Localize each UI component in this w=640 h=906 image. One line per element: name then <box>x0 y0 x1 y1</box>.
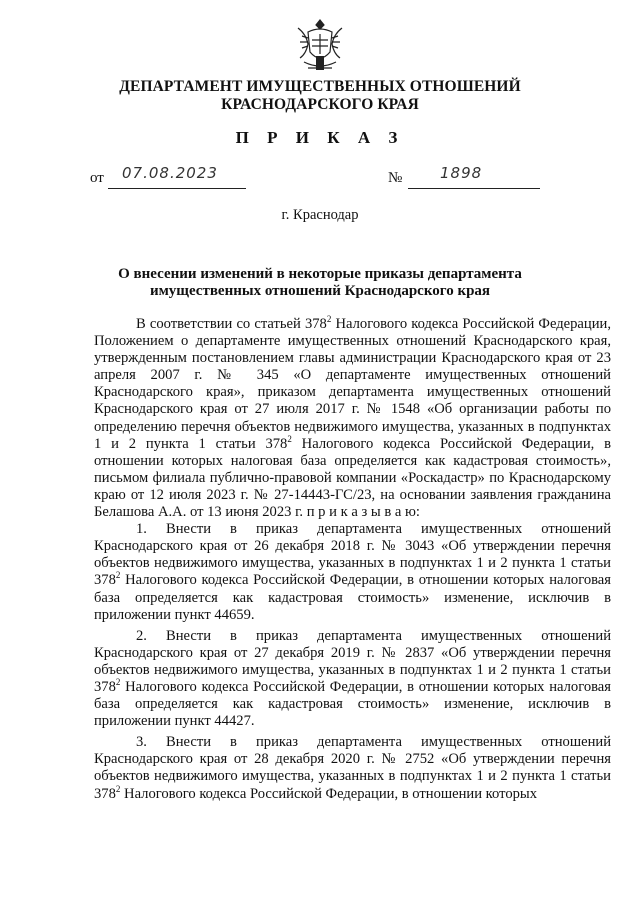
department-line-2: КРАСНОДАРСКОГО КРАЯ <box>221 96 419 113</box>
city: г. Краснодар <box>281 207 359 223</box>
subject-heading <box>0 266 640 300</box>
document-type: П Р И К А З <box>235 128 405 147</box>
item-3-paragraph: 3. Внести в приказ департамента имущественных отношений Краснодарского края от 28 декабря 2020 г. № 2752 «Об утверждении перечня объектов недвижимого имущества, указанных в подпунктах 1 и 2 пункта 1 статьи $378^2$ Налогового кодекса Российской Федерации, в отношении которых <box>94 734 611 802</box>
preamble-paragraph: В соответствии со статьей $378^2$ Налогового кодекса Российской Федерации, Положением о департаменте имущественных отношений Краснодарского края, утвержденным постановлением главы администрации Краснодарского края от 23 апреля 2007 г. № 345 «О департаменте имущественных отношений Краснодарского края», приказом департамента имущественных отношений Краснодарского края от 27 июля 2017 г. № 1548 «Об организации работы по определению перечня объектов недвижимого имущества, указанных в подпунктах 1 и 2 пункта 1 статьи $378^2$ Налогового кодекса Российской Федерации, в отношении которых налоговая база определяется как кадастровая стоимость», письмом филиала публично-правовой компании «Роскадастр» по Краснодарскому краю от 12 июля 2023 г. № 27-14443-ГС/23, на основании заявления гражданина Белашова А.А. от 13 июня 2023 г. п р и к а з ы в а ю: <box>94 314 611 521</box>
coat-of-arms-icon <box>294 18 346 76</box>
date-underline <box>108 188 246 189</box>
date-handwritten: 07.08.2023 <box>122 164 218 182</box>
subject-line-2: имущественных отношений Краснодарского края <box>149 283 491 299</box>
department-name <box>0 78 640 114</box>
date-prefix: от <box>90 170 104 186</box>
number-handwritten: 1898 <box>440 164 483 182</box>
item-2-paragraph: 2. Внести в приказ департамента имущественных отношений Краснодарского края от 27 декабря 2019 г. № 2837 «Об утверждении перечня объектов недвижимого имущества, указанных в подпунктах 1 и 2 пункта 1 статьи $378^2$ Налогового кодекса Российской Федерации, в отношении которых налоговая база определяется как кадастровая стоимость» изменение, исключив в приложении пункт 44427. <box>94 627 611 730</box>
department-line-1: ДЕПАРТАМЕНТ ИМУЩЕСТВЕННЫХ ОТНОШЕНИЙ <box>119 78 521 95</box>
subject-line-1: О внесении изменений в некоторые приказы департамента <box>118 266 522 282</box>
number-underline <box>408 188 540 189</box>
item-1-paragraph: 1. Внести в приказ департамента имущественных отношений Краснодарского края от 26 декабря 2018 г. № 3043 «Об утверждении перечня объектов недвижимого имущества, указанных в подпунктах 1 и 2 пункта 1 статьи $378^2$ Налогового кодекса Российской Федерации, в отношении которых налоговая база определяется как кадастровая стоимость» изменение, исключив в приложении пункт 44659. <box>94 521 611 623</box>
document-body <box>94 316 611 803</box>
number-prefix: № <box>388 170 403 186</box>
